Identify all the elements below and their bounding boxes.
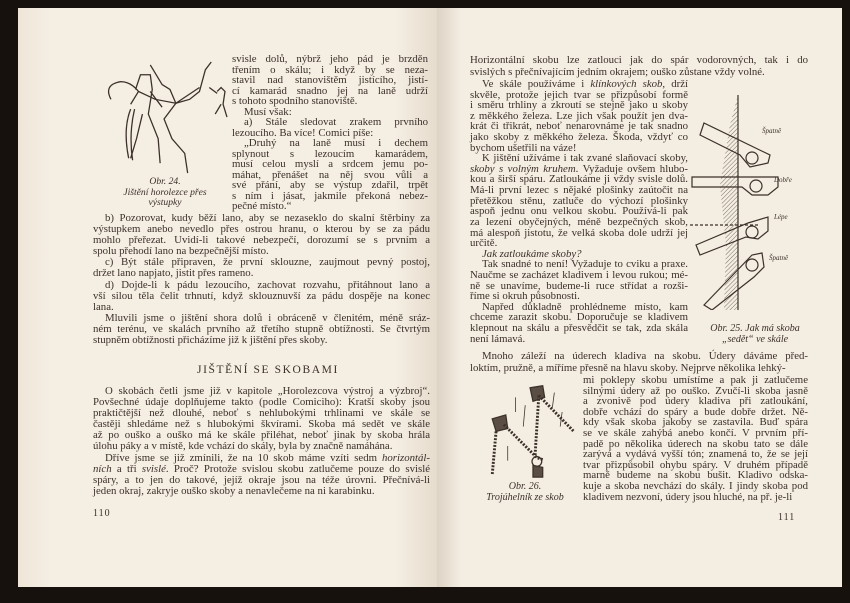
text-line: lezoucího. Ba více! Comici píše: xyxy=(232,126,374,139)
text-line: s tohoto spodního stanoviště. xyxy=(232,95,358,107)
text-line: za lezení obyčejných, méně bezpečných skob, xyxy=(470,215,688,228)
text-line: i směru trhliny a zkroutí se stejně jako u skoby xyxy=(470,99,688,112)
figure-25-label-1: Špatně xyxy=(762,127,782,135)
text-line: O skobách četli jsme již v kapitole „Horolezcova výstroj a výzbroj“. xyxy=(105,385,430,397)
text-line: krát či třikrát, neboť nenarovnáme je tak snadno xyxy=(470,120,688,133)
right-bottom-column xyxy=(583,375,808,502)
text-segment: a tři xyxy=(111,462,142,475)
text-line: jako skoby z měkkého železa. Škoda, vždyť co xyxy=(470,131,688,144)
text-line: Má-li první lezec s nějaké plošinky zaútočit na xyxy=(470,184,688,197)
text-line: loktím, pružně, a míříme přesně na hlavu skoby. Nejprve několika lehký- xyxy=(470,362,786,374)
caption-line: Obr. 25. Jak má skoba xyxy=(710,323,800,334)
italic-text: Jak zatloukáme skoby? xyxy=(482,247,582,260)
text-line: máhat, přenášet na něj svou vůli a xyxy=(232,168,428,181)
caption-line: Jištění horolezce přes xyxy=(123,186,207,198)
text-line: kladivem nezvoní, údery jsou hluché, na př. je-li xyxy=(583,490,793,503)
text-line: svisle dolů, nýbrž jeho pád je brzděn xyxy=(232,53,428,65)
text-line: určitě. xyxy=(470,237,498,250)
text-line: Povšechné údaje doplňujeme takto (podle Comiciho): Kratší skoby jsou xyxy=(93,396,430,409)
text-line: výstupkem anebo nevedlo přes ostrou hranu, o kterou by se za pádu xyxy=(93,223,430,236)
text-line: Napřed důkladně prohlédneme místo, kam xyxy=(482,300,688,313)
text-line: mi poklepy skobu umístíme a pak ji zatlučeme xyxy=(583,374,808,386)
text-line: úlohu páky a v místě, kde vchází do skály, byla by značně namáhána. xyxy=(93,440,393,453)
rock-outline xyxy=(150,65,187,173)
figure-25-label-4: Špatně xyxy=(769,254,789,262)
rope-segment xyxy=(492,431,496,475)
figure-25-label-2: Dobře xyxy=(774,176,792,184)
figure-24-caption xyxy=(105,177,225,209)
left-narrow-column xyxy=(232,54,428,212)
caption-line: Obr. 24. xyxy=(149,176,181,187)
text-line: Tak snadné to není! Vyžaduje to cviku a praxe. xyxy=(482,258,688,271)
text-line: dobře vchází do spáry a bude dobře držet. Ně- xyxy=(583,405,808,418)
text-line: spolu přehodí lano na bezpečnější místo. xyxy=(93,245,269,258)
text-line: c) Být stále připraven, že první sklouzne, zaujmout pevný postoj, xyxy=(105,256,430,269)
text-line: aspoň jednu onu velkou skobu. Používá-li pak xyxy=(470,205,688,218)
figure-24-climber-illustration xyxy=(100,60,235,176)
text-line: kdy však skoba jakoby se zastavila. Buď spára xyxy=(583,416,808,429)
text-line: tvar přizpůsobil ohybu spáry. V druhém případě xyxy=(583,458,808,471)
text-segment: Ve skále používáme i xyxy=(482,78,591,90)
right-narrow-column xyxy=(470,79,688,344)
text-segment: Dříve jsme se již zmínili, že na 10 skob máme vzíti sedm xyxy=(105,451,382,464)
caption-line: Trojúhelník ze skob xyxy=(486,491,564,503)
rock-ledge xyxy=(176,62,211,103)
text-line: padě po několika úderech na skobu tato se dále xyxy=(583,437,808,450)
text-line: má alespoň jistotu, že velká skoba dole udrží jej xyxy=(470,226,688,239)
page-number-left: 110 xyxy=(93,508,111,519)
caption-line: „sedět“ ve skále xyxy=(721,333,789,345)
text-line: z měkkého železa. Lze jich však použít jen dva- xyxy=(470,109,688,122)
right-mid-full xyxy=(470,350,808,374)
text-line: klepnout na skálu a přesvědčit se tak, zda skála xyxy=(470,322,688,335)
left-full-column xyxy=(93,213,430,346)
page-number-right: 111 xyxy=(778,512,796,523)
text-line: silnými údery až po ouško. Zvučí-li skoba jasně xyxy=(583,384,808,397)
text-line: pečné místo.“ xyxy=(232,200,292,212)
italic-text: horizontál- xyxy=(382,451,430,464)
figure-25-label-3: Lépe xyxy=(774,213,788,221)
rock-face xyxy=(720,95,738,310)
text-line: až po ouško a ouško má ke skále přiléhat, neboť jinak by skoba hrála xyxy=(93,429,430,442)
text-line: kou a širší spáru. Zatloukáme ji vždy svisle dolů. xyxy=(470,173,688,186)
italic-text: ních xyxy=(93,462,112,475)
text-segment: . Vyžaduje ovšem hlubo- xyxy=(575,162,688,175)
text-line: a) Stále sledovat zrakem prvního xyxy=(244,116,428,128)
text-segment: . Proč? Protože svislou skobu zatlučeme pouze do svislé xyxy=(165,462,430,475)
italic-text: klínkových skob xyxy=(590,78,663,90)
text-line: splynout s lezoucím kamarádem, xyxy=(232,147,428,160)
left-section-text xyxy=(93,386,430,497)
figure-25-piton-positions xyxy=(690,95,800,310)
text-line: skvěle, protože jejich tvar se přizpůsobí formě xyxy=(470,88,688,101)
section-heading: JIŠTĚNÍ SE SKOBAMI xyxy=(197,364,339,376)
text-line: častěji shledáme než s hlubokými škvírami. Skoba má sedět ve skále xyxy=(93,418,430,431)
text-line: K jištění užíváme i tak zvané slaňovací skoby, xyxy=(482,152,688,165)
rock-bracket-left xyxy=(492,415,508,432)
caption-line: Obr. 26. xyxy=(508,481,542,492)
text-line: Naučme se zacházet kladivem i levou rukou; mé- xyxy=(470,268,688,281)
text-line: a zvonivě pod údery kladiva při zatloukání, xyxy=(583,395,808,408)
text-line: Horizontální skobu lze zatlouci jak do spár vodorovných, tak i do xyxy=(470,54,808,66)
figure-26-piton-triangle xyxy=(485,378,580,480)
text-line: „Druhý na laně musí i dechem xyxy=(244,137,428,149)
text-line: Mnoho záleží na úderech kladiva na skobu. Údery dáváme před- xyxy=(482,350,808,362)
text-line: d) Dojde-li k pádu lezoucího, zachovat rozvahu, přitáhnout lano a xyxy=(105,278,430,291)
text-line: kuje a skoba nevchází do skály. I jindy skoba pod xyxy=(583,479,808,492)
text-line: svislých s přečnívajícím jedním okrajem; ouško zůstane vždy volné. xyxy=(470,66,765,78)
text-line: Musí však: xyxy=(244,105,292,118)
text-line: vší silou těla čelit trhnutí, když sklouznuvší za pádu dospěje na konec xyxy=(93,289,430,302)
italic-text: svislé xyxy=(141,462,166,475)
rock-bottom xyxy=(533,465,543,477)
text-line: stupněm obtížnosti přicházíme již k jištění přes skoby. xyxy=(93,334,328,347)
text-line: ném terénu, ve skalách prvního až třetího stupně obtížnosti. Se čtvrtým xyxy=(93,322,430,335)
text-line: praktičtější než dlouhé, neboť s nehlubokými trhlinami ve skále se xyxy=(93,407,430,420)
figure-26-caption xyxy=(470,482,580,503)
text-line: lana. xyxy=(93,300,114,313)
text-line: jeden okraj, zakryje ouško skoby a nenavlečeme na ni karabinku. xyxy=(93,484,375,497)
text-line: své přání, aby se výstup zdařil, trpět xyxy=(232,179,428,191)
text-line: bychom ušetřili na váze! xyxy=(470,141,577,154)
text-line: se ve skále zahýbá anebo končí. V prvním pří- xyxy=(583,426,808,439)
text-line: stavil nad stanovištěm jistícího, jistí- xyxy=(232,74,428,86)
figure-25-caption xyxy=(696,324,814,345)
text-line: třením o skálu; i když by se neza- xyxy=(232,63,428,76)
text-line: cí kamarád snadno jej na laně udrží xyxy=(232,84,428,97)
text-line: chceme zarazit skobu. Doporučuje se kladivem xyxy=(470,311,688,324)
text-line: b) Pozorovat, kudy běží lano, aby se nezaseklo do skalní štěrbiny za xyxy=(105,212,430,224)
caption-line: výstupky xyxy=(148,197,182,208)
rope-segment xyxy=(539,395,574,431)
text-line: není lámavá. xyxy=(470,332,526,345)
text-line: musí celou myslí a srdcem jemu po- xyxy=(232,158,428,170)
text-line: držet lano napjato, jistit přes rameno. xyxy=(93,267,254,280)
text-line: přetěžkou stěnu, zatluče do výchozí plošinky xyxy=(470,194,688,207)
text-line: spáry, a to jen do takové, jejíž okraje jsou na téže úrovni. Přečnívá-li xyxy=(93,473,430,486)
right-top-full xyxy=(470,54,808,78)
second-climber xyxy=(209,88,227,117)
text-line: ně se unavíme, budeme-li ruce střídat a rozši- xyxy=(470,279,688,292)
text-line: mohlo přeřezat. Uvidí-li takové nebezpečí, dorozumí se s prvním a xyxy=(93,234,430,247)
rope-coil xyxy=(126,109,134,160)
text-line: marně budeme na skobu bušit. Kladivo odska- xyxy=(583,469,808,482)
text-line: zarývá a vydává vyšší tón; znamená to, že se její xyxy=(583,448,808,461)
text-line: říme si okruh působnosti. xyxy=(470,290,580,303)
text-line: s ním i jásat, jakmile překoná nebez- xyxy=(232,189,428,202)
text-line: Mluvili jsme o jištění shora dolů i obráceně v členitém, méně sráz- xyxy=(105,311,430,324)
italic-text: skoby s volným kruhem xyxy=(470,162,576,175)
text-segment: , drží xyxy=(662,78,688,90)
rope-segment xyxy=(535,395,539,457)
